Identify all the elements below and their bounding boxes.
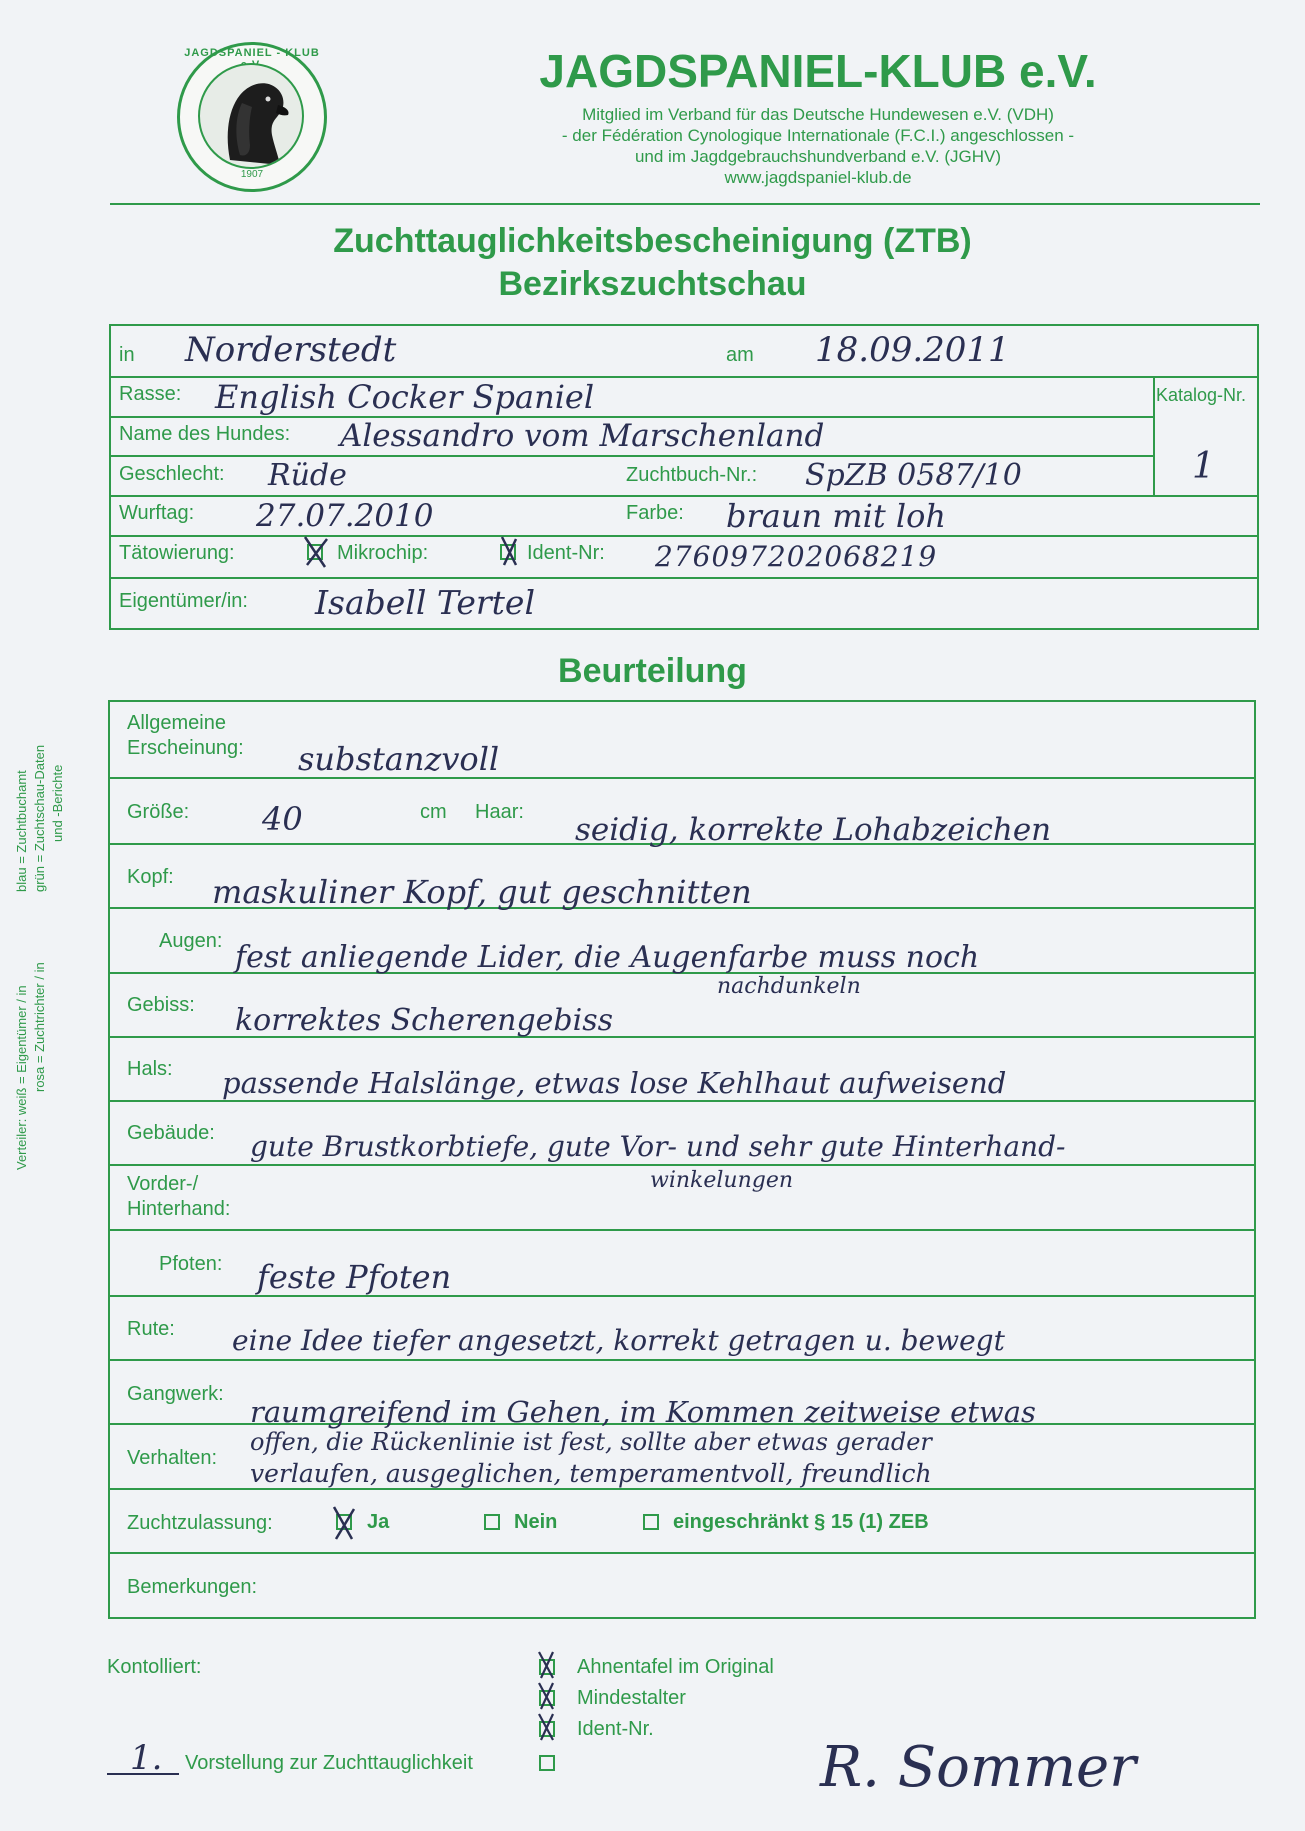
club-logo: [177, 42, 327, 192]
augen-value: fest anliegende Lider, die Augenfarbe muss noch: [235, 940, 980, 975]
logo-ring-text: JAGDSPANIEL - KLUB: [184, 47, 320, 59]
eingeschraenkt-checkbox[interactable]: [643, 1513, 665, 1531]
divider: [109, 455, 1154, 457]
erscheinung-value: substanzvoll: [298, 740, 500, 778]
name-value: Alessandro vom Marschenland: [340, 418, 825, 454]
vorder-label-2: Hinterhand:: [127, 1198, 231, 1220]
distribution-line-1: Verteiler: weiß = Eigentümer / in: [14, 985, 29, 1170]
pfoten-label: Pfoten:: [159, 1253, 223, 1275]
taetowierung-label: Tätowierung:: [119, 542, 235, 564]
rasse-value: English Cocker Spaniel: [215, 378, 595, 416]
gebaeude-value: gute Brustkorbtiefe, gute Vor- und sehr gute Hinterhand-: [250, 1130, 1066, 1163]
name-label: Name des Hundes:: [119, 423, 291, 445]
divider: [109, 495, 1259, 497]
katalog-label: Katalog-Nr.: [1156, 385, 1247, 405]
vorstellung-label: Vorstellung zur Zuchttauglichkeit: [185, 1752, 473, 1774]
verhalten-label: Verhalten:: [127, 1447, 218, 1469]
doc-subtitle: Bezirkszuchtschau: [498, 265, 807, 303]
gebaeude-value-2: winkelungen: [650, 1168, 794, 1193]
mikrochip-label: Mikrochip:: [337, 542, 429, 564]
divider: [108, 1488, 1256, 1490]
ident-nr-label: Ident-Nr.: [577, 1718, 654, 1740]
rasse-label: Rasse:: [119, 383, 182, 405]
zuchtbuch-label: Zuchtbuch-Nr.:: [626, 464, 758, 486]
ja-checkbox[interactable]: [336, 1513, 358, 1531]
farbe-label: Farbe:: [626, 502, 684, 524]
groesse-label: Größe:: [127, 801, 190, 823]
mindestalter-label: Mindestalter: [577, 1687, 686, 1709]
ident-value: 276097202068219: [655, 540, 938, 573]
zuchtbuch-value: SpZB 0587/10: [805, 458, 1022, 493]
hals-value: passende Halslänge, etwas lose Kehlhaut aufweisend: [222, 1066, 1007, 1100]
eigentuemer-value: Isabell Tertel: [315, 583, 535, 622]
zulassung-label: Zuchtzulassung:: [127, 1512, 273, 1534]
divider: [1153, 376, 1155, 496]
ident-label: Ident-Nr:: [527, 542, 605, 564]
augen-label: Augen:: [159, 930, 223, 952]
distribution-line-5: und -Berichte: [50, 764, 65, 842]
divider: [109, 577, 1259, 579]
mikrochip-checkbox[interactable]: [500, 543, 522, 561]
divider: [108, 1100, 1256, 1102]
eigentuemer-label: Eigentümer/in:: [119, 590, 248, 612]
divider: [108, 1359, 1256, 1361]
rute-label: Rute:: [127, 1318, 175, 1340]
distribution-line-4: grün = Zuchtschau-Daten: [32, 744, 47, 892]
vorstellung-checkbox[interactable]: [539, 1754, 561, 1772]
kopf-label: Kopf:: [127, 866, 174, 888]
vorstellung-number: 1.: [130, 1738, 163, 1778]
distribution-line-3: blau = Zuchtbuchamt: [14, 770, 29, 892]
member-line-3: und im Jagdgebrauchshundverband e.V. (JGHV): [634, 147, 1002, 166]
member-line-1: Mitglied im Verband für das Deutsche Hundewesen e.V. (VDH): [582, 105, 1054, 124]
ja-label: Ja: [367, 1511, 390, 1533]
haar-label: Haar:: [475, 801, 524, 823]
eingeschraenkt-label: eingeschränkt § 15 (1) ZEB: [673, 1511, 929, 1533]
wurftag-label: Wurftag:: [119, 502, 195, 524]
rute-value: eine Idee tiefer angesetzt, korrekt getragen u. bewegt: [232, 1324, 1005, 1357]
divider: [108, 1552, 1256, 1554]
groesse-unit: cm: [420, 801, 447, 823]
am-value: 18.09.2011: [815, 330, 1010, 370]
kontrolliert-label: Kontolliert:: [107, 1656, 202, 1678]
gangwerk-value: raumgreifend im Gehen, im Kommen zeitweise etwas: [250, 1395, 1036, 1429]
signature: R. Sommer: [820, 1735, 1136, 1800]
verhalten-value-1: offen, die Rückenlinie ist fest, sollte aber etwas gerader: [250, 1428, 932, 1456]
groesse-value: 40: [262, 800, 303, 838]
divider: [108, 1229, 1256, 1231]
mindestalter-checkbox[interactable]: [539, 1689, 561, 1707]
farbe-value: braun mit loh: [726, 497, 946, 535]
taetowierung-checkbox[interactable]: [307, 543, 329, 561]
gebiss-value: korrektes Scherengebiss: [235, 1003, 613, 1038]
gangwerk-label: Gangwerk:: [127, 1383, 224, 1405]
geschlecht-label: Geschlecht:: [119, 463, 225, 485]
spaniel-head-icon: [198, 63, 304, 169]
in-value: Norderstedt: [185, 330, 397, 370]
club-name: JAGDSPANIEL-KLUB e.V.: [539, 45, 1097, 97]
ahnentafel-label: Ahnentafel im Original: [577, 1656, 774, 1678]
gebaeude-label: Gebäude:: [127, 1122, 215, 1144]
assessment-heading: Beurteilung: [558, 652, 747, 690]
pfoten-value: feste Pfoten: [257, 1258, 452, 1296]
hals-label: Hals:: [127, 1058, 173, 1080]
divider: [108, 777, 1256, 779]
augen-value-2: nachdunkeln: [717, 974, 861, 999]
am-label: am: [726, 344, 754, 366]
member-line-2: - der Fédération Cynologique Internationale (F.C.I.) angeschlossen -: [561, 126, 1075, 145]
erscheinung-label-2: Erscheinung:: [127, 737, 244, 759]
verhalten-value-2: verlaufen, ausgeglichen, temperamentvoll, freundlich: [250, 1459, 932, 1488]
distribution-line-2: rosa = Zuchtrichter / in: [32, 962, 47, 1092]
kopf-value: maskuliner Kopf, gut geschnitten: [212, 873, 752, 911]
nein-label: Nein: [514, 1511, 558, 1533]
nein-checkbox[interactable]: [484, 1513, 506, 1531]
logo-year: 1907: [240, 169, 264, 180]
bemerkungen-label: Bemerkungen:: [127, 1576, 258, 1598]
website-link[interactable]: www.jagdspaniel-klub.de: [724, 168, 912, 187]
wurftag-value: 27.07.2010: [256, 498, 434, 534]
gebiss-label: Gebiss:: [127, 994, 195, 1016]
haar-value: seidig, korrekte Lohabzeichen: [575, 812, 1052, 848]
in-label: in: [119, 344, 135, 366]
geschlecht-value: Rüde: [268, 458, 347, 493]
ahnentafel-checkbox[interactable]: [539, 1658, 561, 1676]
ident-nr-checkbox[interactable]: [539, 1720, 561, 1738]
katalog-value: 1: [1192, 446, 1215, 487]
erscheinung-label-1: Allgemeine: [127, 712, 226, 734]
vorder-label-1: Vorder-/: [127, 1173, 199, 1195]
header-divider: [110, 203, 1260, 205]
doc-title: Zuchttauglichkeitsbescheinigung (ZTB): [333, 222, 972, 260]
divider: [108, 1164, 1256, 1166]
divider: [109, 535, 1259, 537]
